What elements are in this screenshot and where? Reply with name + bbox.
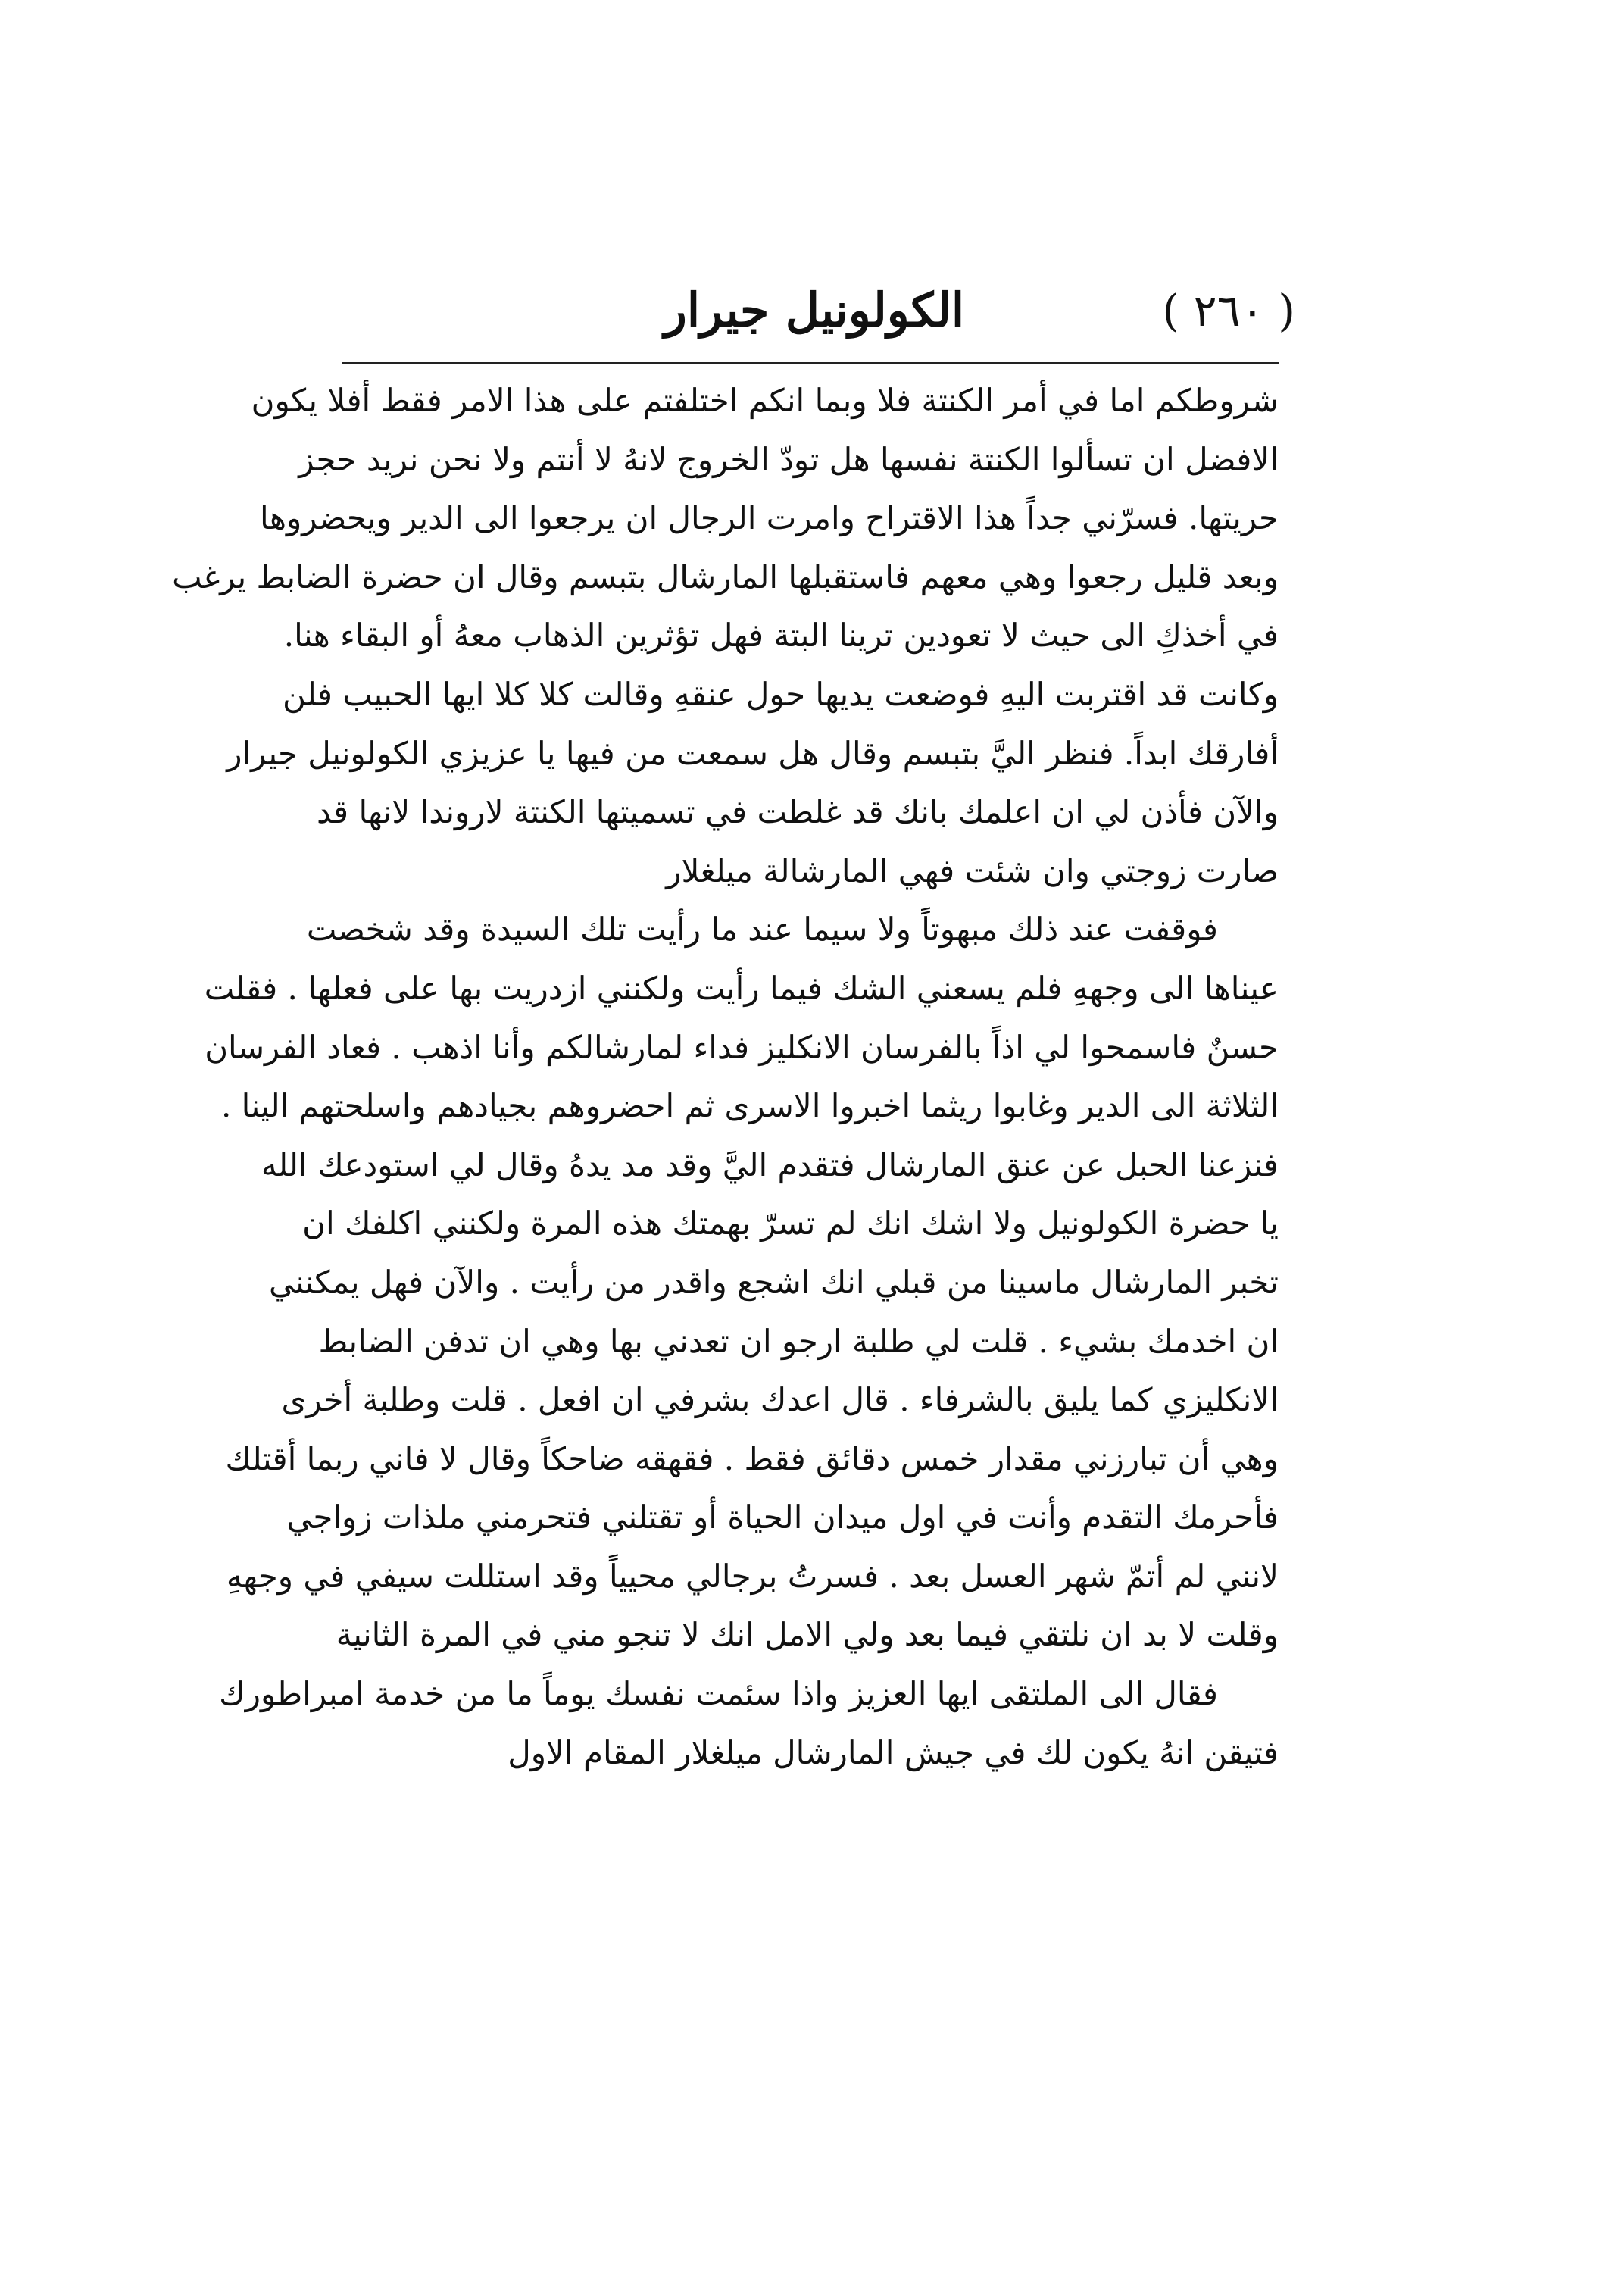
text-line: الثلاثة الى الدير وغابوا ريثما اخبروا الاسرى ثم احضروهم بجيادهم واسلحتهم الينا . — [220, 1087, 1279, 1125]
text-line: فتيقن انهُ يكون لك في جيش المارشال ميلغلار المقام الاول — [508, 1733, 1279, 1771]
text-line: حسنٌ فاسمحوا لي اذاً بالفرسان الانكليز فداء لمارشالكم وأنا اذهب . فعاد الفرسان — [205, 1028, 1279, 1066]
text-line: والآن فأذن لي ان اعلمك بانك قد غلطت في تسميتها الكنتة لاروندا لانها قد — [316, 793, 1279, 831]
text-line: وكانت قد اقتربت اليهِ فوضعت يديها حول عنقهِ وقالت كلا كلا ايها الحبيب فلن — [282, 675, 1279, 713]
text-line: ان اخدمك بشيء . قلت لي طلبة ارجو ان تعدني بها وهي ان تدفن الضابط — [318, 1322, 1279, 1360]
text-line: صارت زوجتي وان شئت فهي المارشالة ميلغلار — [666, 852, 1279, 889]
text-line: فوقفت عند ذلك مبهوتاً ولا سيما عند ما رأيت تلك السيدة وقد شخصت — [306, 911, 1218, 949]
paragraph-3 — [219, 1664, 1279, 1782]
text-line: تخبر المارشال ماسينا من قبلي انك اشجع واقدر من رأيت . والآن فهل يمكنني — [269, 1263, 1279, 1301]
page-number: ( ٢٦٠ ) — [1162, 285, 1295, 336]
text-line: عيناها الى وجههِ فلم يسعني الشك فيما رأيت ولكنني ازدريت بها على فعلها . فقلت — [204, 969, 1279, 1007]
text-line: وبعد قليل رجعوا وهي معهم فاستقبلها المارشال بتبسم وقال ان حضرة الضابط يرغب — [172, 558, 1279, 595]
text-line: أفارقك ابداً. فنظر اليَّ بتبسم وقال هل سمعت من فيها يا عزيزي الكولونيل جيرار — [226, 734, 1279, 772]
text-line: شروطكم اما في أمر الكنتة فلا وبما انكم اختلفتم على هذا الامر فقط أفلا يكون — [251, 382, 1279, 419]
body-text — [172, 371, 1279, 1782]
paragraph-1 — [172, 371, 1279, 900]
text-line: حريتها. فسرّني جداً هذا الاقتراح وامرت الرجال ان يرجعوا الى الدير ويحضروها — [260, 499, 1279, 537]
text-line: لانني لم أتمّ شهر العسل بعد . فسرتُ برجالي محيياً وقد استللت سيفي في وجههِ — [226, 1557, 1279, 1595]
text-line: وهي أن تبارزني مقدار خمس دقائق فقط . فقهقه ضاحكاً وقال لا فاني ربما أقتلك — [225, 1439, 1279, 1477]
paragraph-2 — [204, 900, 1279, 1664]
text-line: الانكليزي كما يليق بالشرفاء . قال اعدك بشرفي ان افعل . قلت وطلبة أخرى — [281, 1381, 1279, 1419]
text-line: فأحرمك التقدم وأنت في اول ميدان الحياة أو تقتلني فتحرمني ملذات زواجي — [286, 1499, 1279, 1536]
text-line: فنزعنا الحبل عن عنق المارشال فتقدم اليَّ وقد مد يدهُ وقال لي استودعك الله — [261, 1146, 1279, 1183]
text-line: في أخذكِ الى حيث لا تعودين ترينا البتة فهل تؤثرين الذهاب معهُ أو البقاء هنا. — [283, 617, 1279, 655]
text-line: الافضل ان تسألوا الكنتة نفسها هل تودّ الخروج لانهُ لا أنتم ولا نحن نريد حجز — [298, 440, 1279, 478]
text-line: وقلت لا بد ان نلتقي فيما بعد ولي الامل انك لا تنجو مني في المرة الثانية — [336, 1616, 1279, 1654]
text-line: فقال الى الملتقى ايها العزيز واذا سئمت نفسك يوماً ما من خدمة امبراطورك — [219, 1675, 1218, 1713]
page-header — [333, 273, 1295, 356]
header-rule — [342, 362, 1279, 364]
running-title: الكولونيل جيرار — [664, 283, 965, 338]
text-line: يا حضرة الكولونيل ولا اشك انك لم تسرّ بهمتك هذه المرة ولكنني اكلفك ان — [302, 1205, 1279, 1242]
